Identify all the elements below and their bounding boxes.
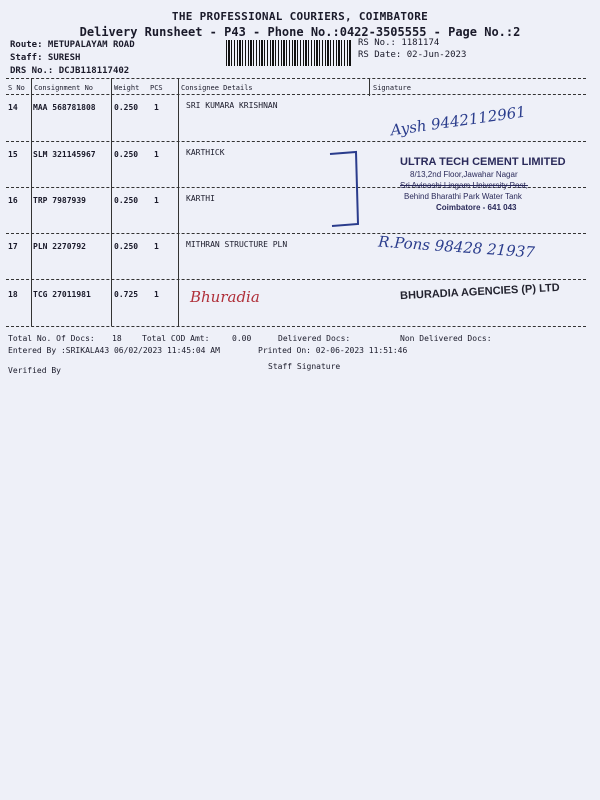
handwritten-signature: R.Pons 98428 21937: [377, 232, 536, 262]
col-weight: Weight: [114, 84, 140, 92]
rs-number: RS No.: 1181174: [358, 38, 440, 48]
column-divider: [111, 78, 112, 326]
drs-number: DRS No.: DCJB118117402: [10, 66, 130, 76]
column-divider: [31, 78, 32, 326]
route-label: Route: METUPALAYAM ROAD: [10, 40, 135, 50]
row-sno: 16: [8, 196, 18, 205]
row-consignment: SLM 321145967: [33, 150, 96, 159]
table-bottom-rule: [6, 326, 586, 327]
row-consignment: TRP 7987939: [33, 196, 86, 205]
row-sno: 18: [8, 290, 18, 299]
col-consignee: Consignee Details: [181, 84, 253, 92]
row-weight: 0.250: [114, 242, 139, 251]
row-consignee: MITHRAN STRUCTURE PLN: [186, 240, 288, 249]
row-pcs: 1: [154, 290, 159, 299]
delivered-label: Delivered Docs:: [278, 334, 351, 343]
ultratech-stamp-name: ULTRA TECH CEMENT LIMITED: [400, 156, 566, 168]
row-consignee: KARTHICK: [186, 148, 225, 157]
printed-on: Printed On: 02-06-2023 11:51:46: [258, 346, 408, 355]
row-sno: 14: [8, 103, 18, 112]
ultratech-stamp-line: 8/13,2nd Floor,Jawahar Nagar: [410, 170, 518, 179]
row-consignment: TCG 27011981: [33, 290, 91, 299]
cod-value: 0.00: [232, 334, 252, 343]
cod-label: Total COD Amt:: [142, 334, 210, 343]
bracket-mark: [326, 150, 362, 230]
ultratech-stamp-line: Sri Avinashi Lingam University Post,: [400, 181, 528, 190]
column-divider: [369, 78, 370, 96]
handwritten-signature: Aysh 9442112961: [389, 102, 527, 140]
row-rule: [6, 233, 586, 234]
company-title: THE PROFESSIONAL COURIERS, COIMBATORE: [171, 10, 429, 23]
row-rule: [6, 141, 586, 142]
col-consignment: Consignment No: [34, 84, 94, 92]
barcode: [226, 40, 352, 66]
ultratech-stamp-line: Behind Bharathi Park Water Tank: [404, 192, 522, 201]
ultratech-stamp-line: Coimbatore - 641 043: [436, 203, 517, 212]
row-consignee: KARTHI: [186, 194, 215, 203]
staff-signature: Staff Signature: [268, 362, 341, 371]
row-weight: 0.725: [114, 290, 139, 299]
verified-by: Verified By: [8, 366, 61, 375]
row-consignment: MAA 568781808: [33, 103, 96, 112]
row-pcs: 1: [154, 103, 159, 112]
row-weight: 0.250: [114, 150, 139, 159]
column-divider: [178, 78, 179, 326]
row-rule: [6, 279, 586, 280]
rs-date: RS Date: 02-Jun-2023: [358, 50, 467, 60]
row-pcs: 1: [154, 150, 159, 159]
entered-by: Entered By :SRIKALA43 06/02/2023 11:45:04 AM: [8, 346, 220, 355]
col-signature: Signature: [373, 84, 411, 92]
table-top-rule: [6, 78, 586, 79]
col-pcs: PCS: [150, 84, 163, 92]
total-docs-value: 18: [112, 334, 122, 343]
col-sno: S No: [8, 84, 25, 92]
non-delivered-label: Non Delivered Docs:: [400, 334, 492, 343]
handwritten-name: Bhuradia: [190, 288, 260, 306]
row-pcs: 1: [154, 196, 159, 205]
row-consignment: PLN 2270792: [33, 242, 86, 251]
row-pcs: 1: [154, 242, 159, 251]
staff-label: Staff: SURESH: [10, 53, 81, 63]
bhuradia-stamp: BHURADIA AGENCIES (P) LTD: [399, 281, 560, 303]
row-weight: 0.250: [114, 196, 139, 205]
row-weight: 0.250: [114, 103, 139, 112]
row-sno: 17: [8, 242, 18, 251]
header-rule: [6, 94, 586, 95]
runsheet-subtitle: Delivery Runsheet - P43 - Phone No.:0422-3505555 - Page No.:2: [79, 25, 521, 39]
total-docs-label: Total No. Of Docs:: [8, 334, 95, 343]
row-consignee: SRI KUMARA KRISHNAN: [186, 101, 278, 110]
row-sno: 15: [8, 150, 18, 159]
